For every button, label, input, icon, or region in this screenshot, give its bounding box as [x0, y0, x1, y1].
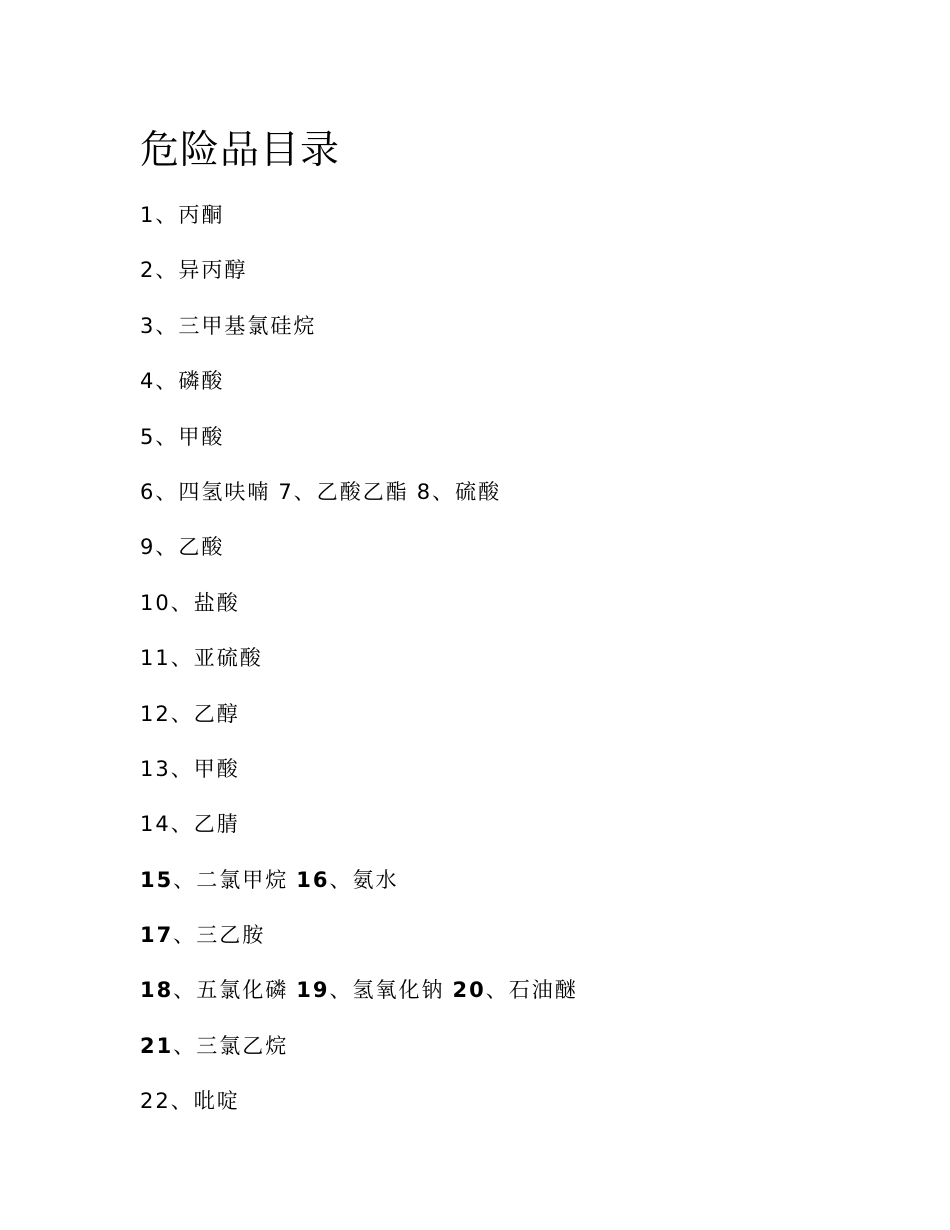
enumeration-comma: 、	[155, 203, 179, 227]
list-line	[140, 311, 578, 366]
chemical-name: 石油醚	[508, 978, 578, 1003]
item-number: 21	[140, 1033, 174, 1058]
enumeration-comma: 、	[173, 867, 197, 892]
item-number: 20	[452, 978, 486, 1003]
enumeration-comma: 、	[170, 590, 194, 615]
list-item	[140, 258, 247, 282]
chemical-name: 氢氧化钠	[352, 978, 445, 1003]
item-number: 19	[296, 978, 330, 1003]
enumeration-comma: 、	[170, 646, 194, 671]
list-line	[140, 588, 578, 643]
enumeration-comma: 、	[173, 1033, 197, 1058]
enumeration-comma: 、	[170, 812, 194, 837]
item-number: 8	[416, 479, 433, 504]
list-line	[140, 477, 578, 532]
list-line	[140, 643, 578, 698]
list-line	[140, 1086, 578, 1141]
page-title: 危险品目录	[140, 128, 341, 173]
item-number: 18	[140, 978, 174, 1003]
enumeration-comma: 、	[432, 479, 456, 504]
list-item	[140, 812, 240, 836]
item-number: 6	[140, 479, 156, 504]
chemical-name: 三氯乙烷	[196, 1033, 289, 1058]
list-item	[417, 480, 501, 504]
list-line	[140, 699, 578, 754]
enumeration-comma: 、	[173, 923, 197, 948]
item-number: 2	[140, 258, 156, 283]
list-item	[140, 868, 288, 892]
list-line	[140, 366, 578, 421]
list-item	[140, 314, 316, 338]
hazard-list	[140, 200, 578, 1142]
chemical-name: 乙醇	[193, 701, 240, 726]
list-item	[452, 978, 577, 1002]
item-number: 15	[140, 867, 174, 892]
list-item	[140, 203, 224, 227]
enumeration-comma: 、	[155, 535, 179, 560]
chemical-name: 异丙醇	[178, 258, 248, 283]
list-line	[140, 865, 578, 920]
enumeration-comma: 、	[329, 978, 353, 1003]
item-number: 10	[140, 590, 171, 615]
enumeration-comma: 、	[155, 479, 179, 504]
enumeration-comma: 、	[155, 424, 179, 449]
item-number: 22	[140, 1089, 171, 1114]
chemical-name: 乙酸乙酯	[316, 479, 409, 504]
list-item	[296, 868, 398, 892]
list-item	[278, 480, 408, 504]
list-line	[140, 422, 578, 477]
chemical-name: 丙酮	[178, 203, 225, 227]
chemical-name: 吡啶	[193, 1089, 240, 1114]
list-line	[140, 920, 578, 975]
list-item	[296, 978, 444, 1002]
list-item	[140, 425, 224, 449]
list-line	[140, 200, 578, 255]
item-number: 4	[140, 369, 156, 394]
chemical-name: 三乙胺	[196, 923, 266, 948]
list-item	[140, 1034, 288, 1058]
enumeration-comma: 、	[173, 978, 197, 1003]
chemical-name: 四氢呋喃	[178, 479, 271, 504]
list-line	[140, 975, 578, 1030]
enumeration-comma: 、	[485, 978, 509, 1003]
enumeration-comma: 、	[155, 369, 179, 394]
list-item	[140, 369, 224, 393]
enumeration-comma: 、	[170, 701, 194, 726]
chemical-name: 亚硫酸	[193, 646, 263, 671]
chemical-name: 氨水	[352, 867, 399, 892]
chemical-name: 磷酸	[178, 369, 225, 394]
item-number: 13	[140, 756, 171, 781]
item-number: 16	[296, 867, 330, 892]
chemical-name: 硫酸	[455, 479, 502, 504]
list-item	[140, 1089, 240, 1113]
item-number: 12	[140, 701, 171, 726]
chemical-name: 甲酸	[193, 756, 240, 781]
item-number: 11	[140, 646, 171, 671]
chemical-name: 五氯化磷	[196, 978, 289, 1003]
enumeration-comma: 、	[293, 479, 317, 504]
list-line	[140, 1031, 578, 1086]
list-item	[140, 535, 224, 559]
list-line	[140, 809, 578, 864]
item-number: 9	[140, 535, 156, 560]
enumeration-comma: 、	[155, 313, 179, 338]
chemical-name: 甲酸	[178, 424, 225, 449]
enumeration-comma: 、	[155, 258, 179, 283]
chemical-name: 盐酸	[193, 590, 240, 615]
enumeration-comma: 、	[329, 867, 353, 892]
chemical-name: 三甲基氯硅烷	[178, 313, 317, 338]
list-item	[140, 702, 240, 726]
enumeration-comma: 、	[170, 756, 194, 781]
list-line	[140, 754, 578, 809]
enumeration-comma: 、	[170, 1089, 194, 1114]
item-number: 3	[140, 313, 156, 338]
list-item	[140, 480, 270, 504]
chemical-name: 乙酸	[178, 535, 225, 560]
chemical-name: 乙腈	[193, 812, 240, 837]
item-number: 1	[140, 203, 156, 227]
item-number: 5	[140, 424, 156, 449]
list-item	[140, 978, 288, 1002]
list-item	[140, 646, 263, 670]
item-number: 7	[278, 479, 294, 504]
item-number: 14	[140, 812, 171, 837]
list-line	[140, 255, 578, 310]
list-line	[140, 532, 578, 587]
list-item	[140, 757, 240, 781]
chemical-name: 二氯甲烷	[196, 867, 289, 892]
list-item	[140, 923, 265, 947]
item-number: 17	[140, 923, 174, 948]
list-item	[140, 591, 240, 615]
